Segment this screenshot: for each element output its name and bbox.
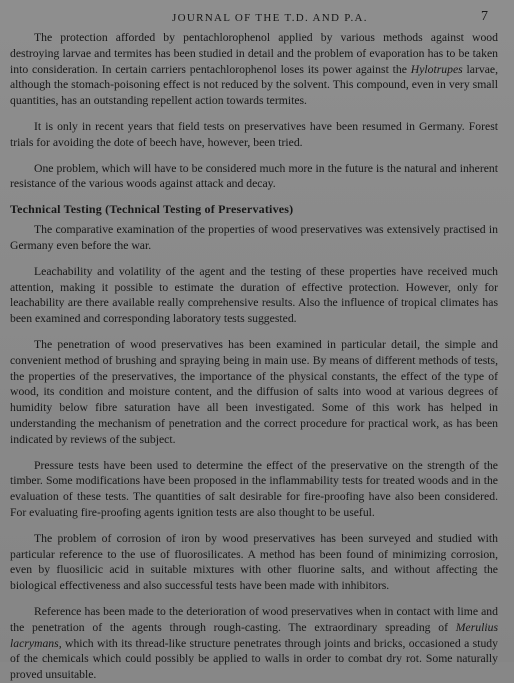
paragraph-leachability: Leachability and volatility of the agent and the testing of these properties have received much attention, making it possible to estimate the duration of effective protection. However, only for leachability are there available really comprehensive results. Also the influence of tropical climates has been examined and corresponding laboratory tests suggested. [10,264,498,326]
species-name: Hylotrupes [410,62,463,76]
species-name: Merulius lacrymans, [10,620,498,650]
paragraph-text: larvae, although the stomach-poisoning effect is not reduced by the solvent. This compound, even in very small quantities, has an outstanding repellent action towards termites. [10,62,499,108]
paragraph-text: Reference has been made to the deterioration of wood preservatives when in contact with lime and the penetration of the agents through rough-casting. The extraordinary spreading of [10,604,498,634]
paragraph-deterioration [10,604,498,683]
paragraph-text: The protection afforded by pentachlorophenol applied by various methods against wood destroying larvae and termites has been studied in detail and the problem of evaporation has to be taken into consideration. In certain carriers pentachlorophenol loses its power against the [10,31,498,76]
section-heading: Technical Testing (Technical Testing of Preservatives) [10,202,294,217]
paragraph-pentachlorophenol [10,30,498,109]
paragraph-pressure-tests: Pressure tests have been used to determine the effect of the preservative on the strength of the timber. Some modifications have been proposed in the inflammability tests for treated woods and in the evaluation of these tests. The quantities of salt desirable for fire-proofing have also been considered. For evaluating fire-proofing agents ignition tests are also thought to be useful. [10,458,498,519]
paragraph-field-tests: It is only in recent years that field tests on preservatives have been resumed in Germany. Forest trials for avoiding the dote of beech have, however, been tried. [10,119,498,149]
journal-title: JOURNAL OF THE T.D. AND P.A. [172,12,368,24]
page-number: 7 [481,9,488,24]
paragraph-text: which with its thread-like structure penetrates through joints and bricks, occasioned a study of the chemicals which could possibly be applied to walls in order to combat dry rot. Some naturally proved unsuitable. [10,636,498,682]
running-header [10,8,498,30]
paragraph-corrosion: The problem of corrosion of iron by wood preservatives has been surveyed and studied with particular reference to the use of fluorosilicates. A method has been found of minimizing corrosion, even by fluosilicic acid in suitable mixtures with other fluorine salts, and without affecting the biological effectiveness and also successful tests have been made with inhibitors. [10,531,498,593]
paragraph-comparative: The comparative examination of the properties of wood preservatives was extensively practised in Germany even before the war. [10,223,498,252]
paragraph-penetration: The penetration of wood preservatives has been examined in particular detail, the simple and convenient method of brushing and spraying being in main use. By means of different methods of tests, the properties of the preservatives, the importance of the physical constants, the effect of the type of wood, its condition and moisture content, and the diffusion of salts into wood at various degrees of humidity below fibre saturation have all been investigated. Some of this work has helped in understanding the mechanism of penetration and the correct procedure for practical work, as has been indicated by reviews of the subject. [10,337,498,446]
paragraph-natural-resistance: One problem, which will have to be considered much more in the future is the natural and inherent resistance of the various woods against attack and decay. [10,161,498,191]
